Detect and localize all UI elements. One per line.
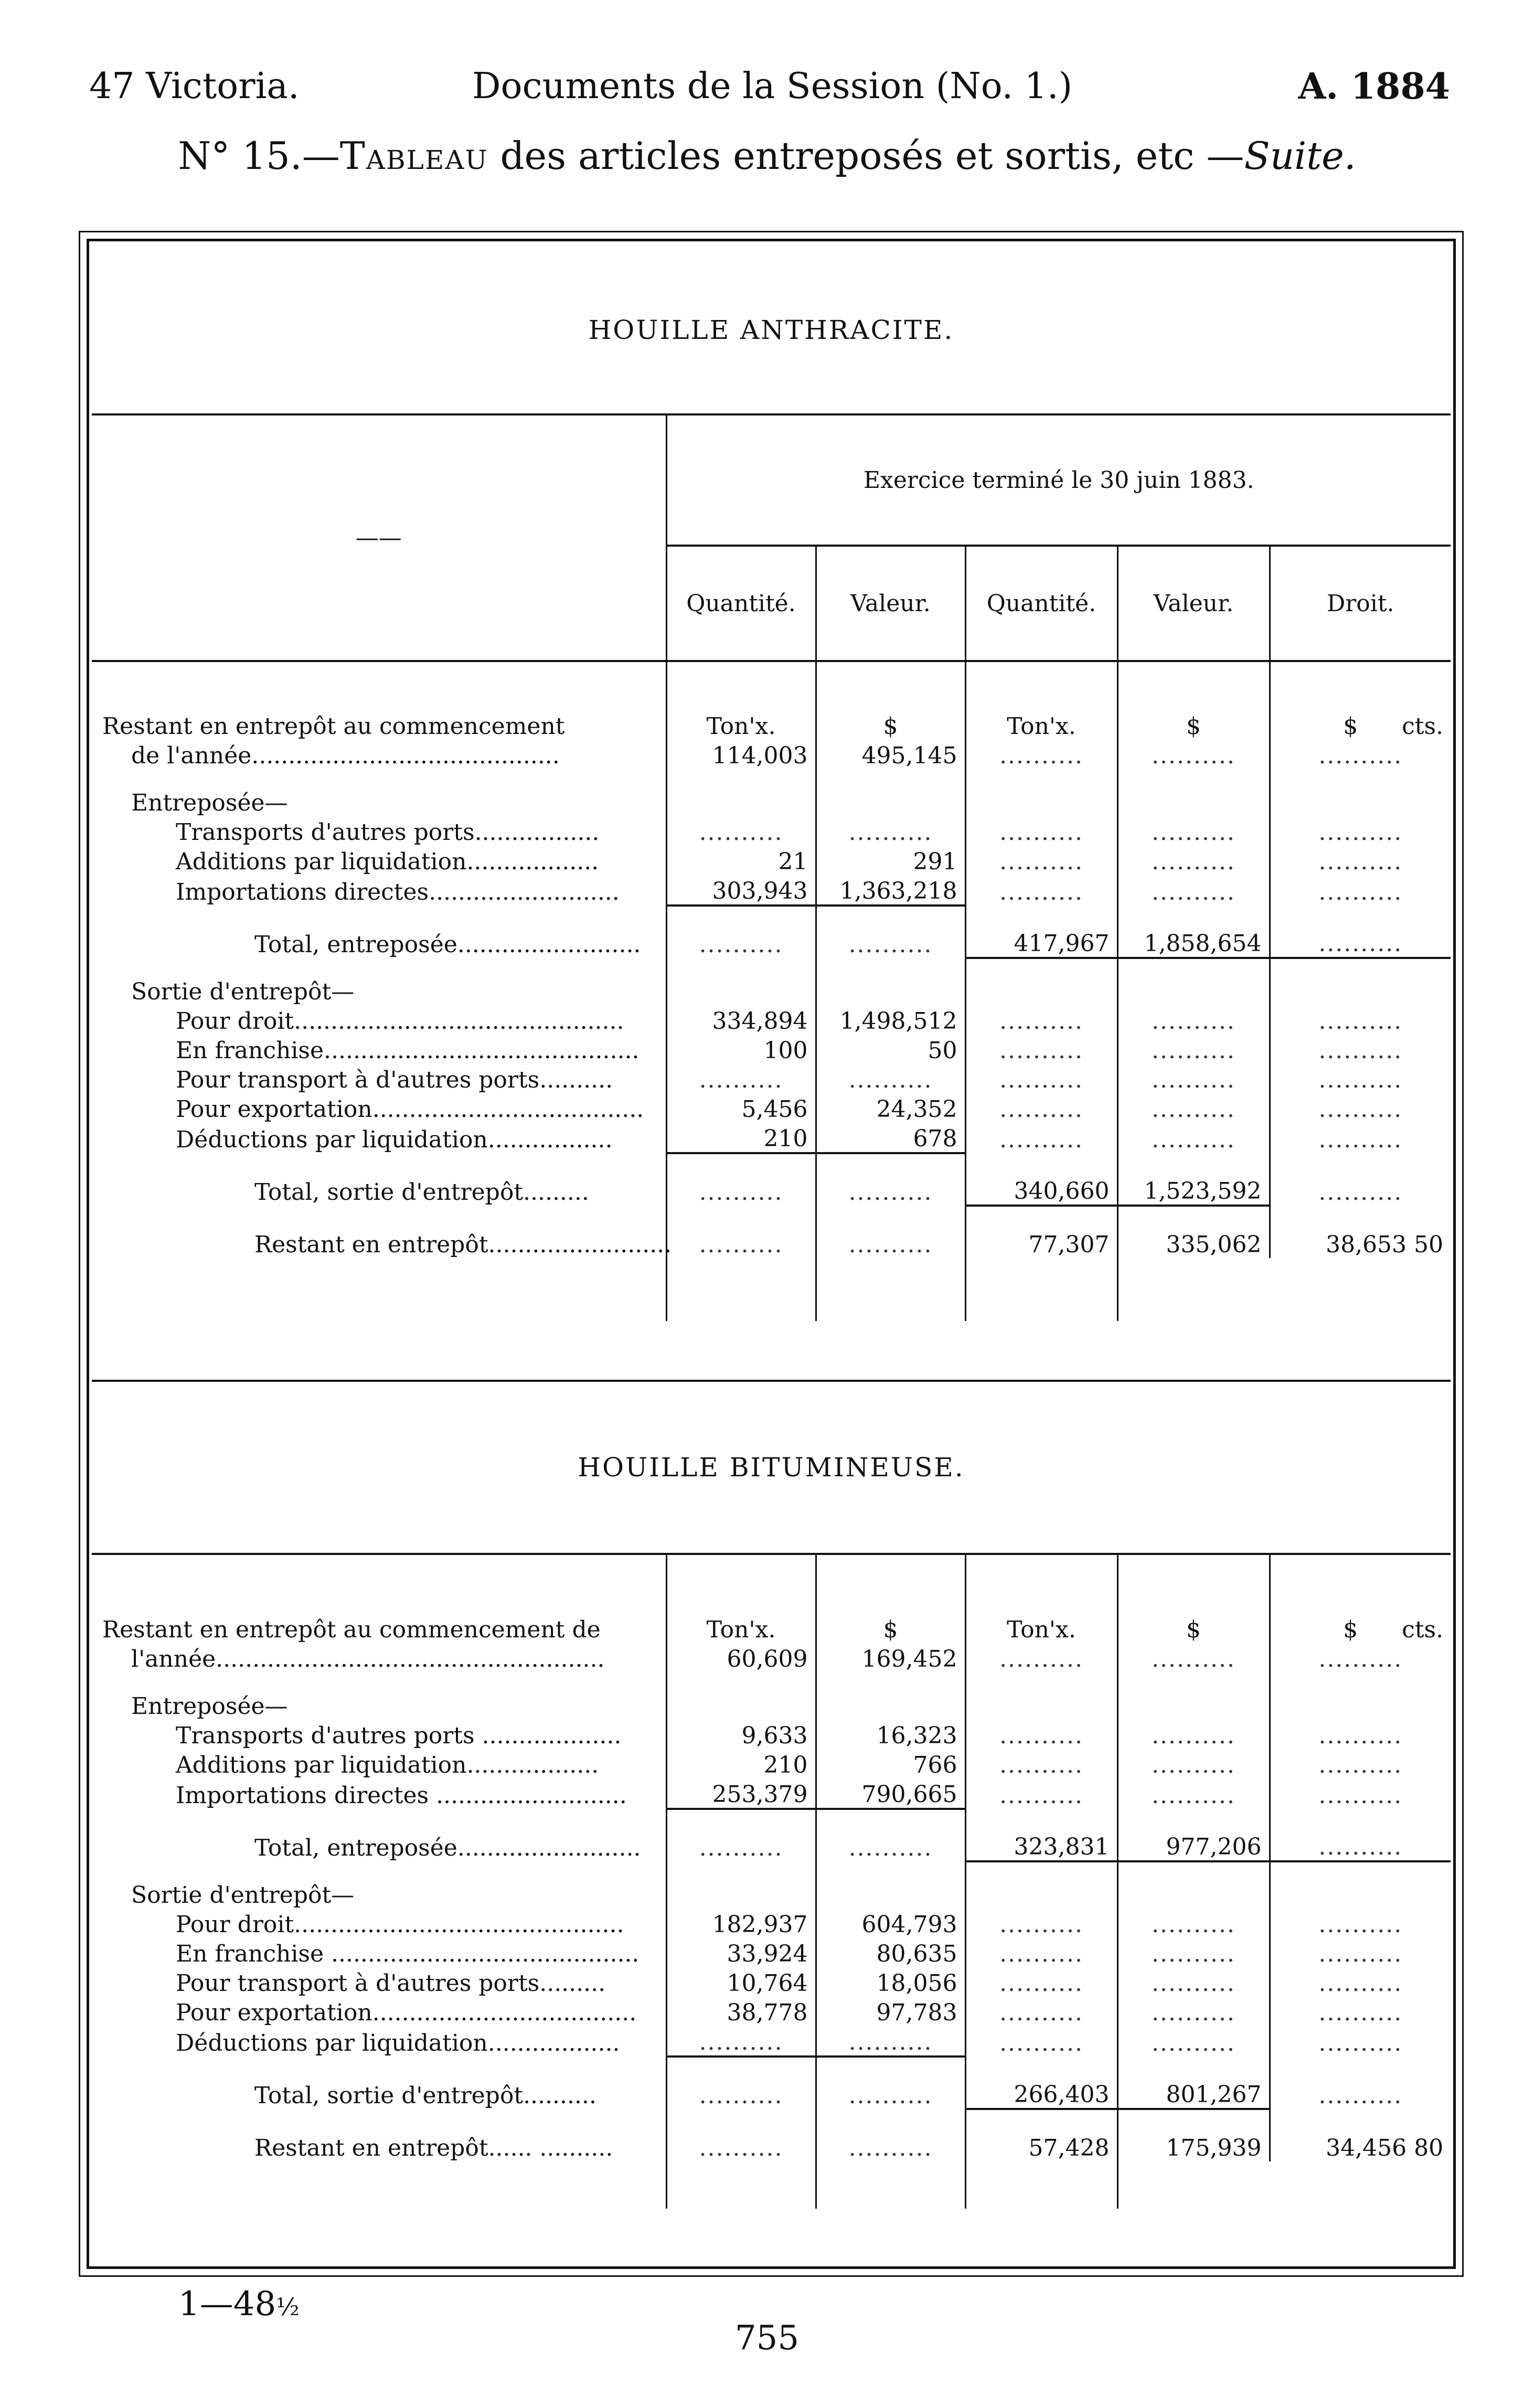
row-label: Restant en entrepôt......................... bbox=[254, 1231, 672, 1258]
unit-tons: Ton'x. bbox=[666, 661, 816, 740]
dot-leader: .......... bbox=[816, 816, 965, 846]
cell-value: 335,062 bbox=[1117, 1206, 1270, 1258]
row-label: Déductions par liquidation................. bbox=[176, 1126, 613, 1153]
col-quantite-2: Quantité. bbox=[965, 546, 1117, 661]
row-label: Pour transport à d'autres ports.......... bbox=[176, 1067, 613, 1093]
unit-tons: Ton'x. bbox=[965, 1554, 1117, 1643]
dot-leader: .......... bbox=[1270, 740, 1451, 769]
dot-leader: .......... bbox=[965, 1778, 1117, 1809]
header-dash: —— bbox=[92, 414, 666, 661]
dot-leader: .......... bbox=[666, 2109, 816, 2161]
row-label: Importations directes.......................... bbox=[176, 879, 620, 905]
dot-leader: .......... bbox=[666, 1809, 816, 1861]
cell-value: 5,456 bbox=[666, 1093, 816, 1123]
cell-value: 340,660 bbox=[965, 1153, 1117, 1206]
title-suite: Suite. bbox=[1244, 134, 1356, 178]
row-label: Total, sortie d'entrepôt.......... bbox=[254, 2082, 596, 2109]
dot-leader: .......... bbox=[1270, 1997, 1451, 2026]
col-valeur-2: Valeur. bbox=[1117, 546, 1270, 661]
dot-leader: .......... bbox=[965, 1123, 1117, 1153]
dot-leader: .......... bbox=[965, 1064, 1117, 1093]
cell-value: 334,894 bbox=[666, 1005, 816, 1035]
dot-leader: .......... bbox=[965, 846, 1117, 875]
dot-leader: .......... bbox=[816, 1153, 965, 1206]
row-label: Total, sortie d'entrepôt......... bbox=[254, 1179, 589, 1206]
anthracite-section-title: HOUILLE ANTHRACITE. bbox=[92, 247, 1451, 414]
dot-leader: .......... bbox=[1270, 905, 1451, 958]
header-left: 47 Victoria. bbox=[89, 66, 300, 107]
dot-leader: .......... bbox=[1117, 846, 1270, 875]
dot-leader: .......... bbox=[1270, 1749, 1451, 1778]
cell-value: 678 bbox=[816, 1123, 965, 1153]
table-row bbox=[92, 1005, 1451, 1035]
table-row bbox=[92, 1153, 1451, 1206]
cell-value: 303,943 bbox=[666, 875, 816, 905]
cell-value: 33,924 bbox=[666, 1938, 816, 1967]
cell-value: 97,783 bbox=[816, 1997, 965, 2026]
table-row bbox=[92, 846, 1451, 875]
col-droit: Droit. bbox=[1270, 546, 1451, 661]
dot-leader: .......... bbox=[816, 2057, 965, 2109]
row-label: Additions par liquidation.................. bbox=[176, 1752, 599, 1778]
title-middle: des articles entreposés et sortis, etc — bbox=[488, 134, 1244, 178]
table-row bbox=[92, 2109, 1451, 2161]
dot-leader: .......... bbox=[666, 2057, 816, 2109]
exercice-header: Exercice terminé le 30 juin 1883. bbox=[666, 414, 1451, 546]
dot-leader: .......... bbox=[1117, 1938, 1270, 1967]
unit-dollar: $ bbox=[816, 661, 965, 740]
dot-leader: .......... bbox=[1270, 1005, 1451, 1035]
row-label: En franchise........................................... bbox=[176, 1037, 640, 1064]
dot-leader: .......... bbox=[816, 1809, 965, 1861]
sortie-label: Sortie d'entrepôt— bbox=[131, 978, 355, 1005]
dot-leader: .......... bbox=[1117, 1720, 1270, 1749]
dot-leader: .......... bbox=[1270, 1967, 1451, 1997]
dot-leader: .......... bbox=[816, 2109, 965, 2161]
table-row bbox=[92, 1064, 1451, 1093]
title-prefix: N° 15.— bbox=[178, 134, 340, 178]
entreposee-label: Entreposée— bbox=[131, 790, 288, 816]
table-row bbox=[92, 1643, 1451, 1672]
table-row bbox=[92, 875, 1451, 905]
table-row bbox=[92, 1749, 1451, 1778]
cell-value: 9,633 bbox=[666, 1720, 816, 1749]
dot-leader: .......... bbox=[666, 1064, 816, 1093]
dot-leader: .......... bbox=[965, 1035, 1117, 1064]
dot-leader: .......... bbox=[1117, 1749, 1270, 1778]
cell-value: 1,498,512 bbox=[816, 1005, 965, 1035]
row-label: Transports d'autres ports................. bbox=[176, 819, 600, 846]
unit-tons: Ton'x. bbox=[666, 1554, 816, 1643]
row-label: Pour droit............................................. bbox=[176, 1911, 624, 1938]
dot-leader: .......... bbox=[1117, 1123, 1270, 1153]
dot-leader: .......... bbox=[965, 816, 1117, 846]
restant-label-1: Restant en entrepôt au commencement de bbox=[102, 1616, 601, 1643]
cell-value: 801,267 bbox=[1117, 2057, 1270, 2109]
cell-value: 266,403 bbox=[965, 2057, 1117, 2109]
cell-value: 182,937 bbox=[666, 1909, 816, 1938]
unit-dollar-cts: $ cts. bbox=[1270, 661, 1451, 740]
row-label: Pour exportation.................................... bbox=[176, 1999, 637, 2026]
dot-leader: .......... bbox=[965, 1005, 1117, 1035]
table-row bbox=[92, 1809, 1451, 1861]
header-right: A. 1884 bbox=[1298, 66, 1450, 108]
dot-leader: .......... bbox=[1117, 1909, 1270, 1938]
title-caps: Tableau bbox=[339, 134, 488, 178]
table-row bbox=[92, 905, 1451, 958]
bitumineuse-table bbox=[92, 1380, 1451, 2209]
restant-label-1: Restant en entrepôt au commencement bbox=[102, 713, 565, 740]
cell-value: 417,967 bbox=[965, 905, 1117, 958]
dot-leader: .......... bbox=[666, 1153, 816, 1206]
dot-leader: .......... bbox=[1117, 816, 1270, 846]
dot-leader: .......... bbox=[1117, 1967, 1270, 1997]
dot-leader: .......... bbox=[1117, 1064, 1270, 1093]
cell-value: 38,653 50 bbox=[1270, 1206, 1451, 1258]
dot-leader: .......... bbox=[1270, 1153, 1451, 1206]
dot-leader: .......... bbox=[1270, 1064, 1451, 1093]
dot-leader: .......... bbox=[1270, 1643, 1451, 1672]
dot-leader: .......... bbox=[816, 1206, 965, 1258]
dot-leader: .......... bbox=[1117, 1778, 1270, 1809]
dot-leader: .......... bbox=[965, 1643, 1117, 1672]
table-row bbox=[92, 1967, 1451, 1997]
unit-dollar-cts: $ cts. bbox=[1270, 1554, 1451, 1643]
cell-value: 114,003 bbox=[666, 740, 816, 769]
cell-value: 977,206 bbox=[1117, 1809, 1270, 1861]
dot-leader: .......... bbox=[965, 1093, 1117, 1123]
footer-signature: 1—48½ bbox=[178, 2285, 300, 2324]
cell-value: 169,452 bbox=[816, 1643, 965, 1672]
row-label: Importations directes .......................... bbox=[176, 1782, 627, 1809]
cell-value: 10,764 bbox=[666, 1967, 816, 1997]
dot-leader: .......... bbox=[1270, 846, 1451, 875]
dot-leader: .......... bbox=[1270, 1720, 1451, 1749]
dot-leader: .......... bbox=[1270, 1809, 1451, 1861]
cell-value: 1,363,218 bbox=[816, 875, 965, 905]
dot-leader: .......... bbox=[965, 1749, 1117, 1778]
dot-leader: .......... bbox=[1117, 1643, 1270, 1672]
col-quantite-1: Quantité. bbox=[666, 546, 816, 661]
cell-value: 790,665 bbox=[816, 1778, 965, 1809]
cell-value: 24,352 bbox=[816, 1093, 965, 1123]
dot-leader: .......... bbox=[1117, 1093, 1270, 1123]
dot-leader: .......... bbox=[965, 1967, 1117, 1997]
dot-leader: .......... bbox=[666, 816, 816, 846]
cell-value: 210 bbox=[666, 1749, 816, 1778]
cell-value: 38,778 bbox=[666, 1997, 816, 2026]
anthracite-table bbox=[92, 247, 1451, 1321]
dot-leader: .......... bbox=[1117, 1997, 1270, 2026]
dot-leader: .......... bbox=[1117, 1035, 1270, 1064]
bitumineuse-section-title: HOUILLE BITUMINEUSE. bbox=[92, 1381, 1451, 1554]
dot-leader: .......... bbox=[666, 1206, 816, 1258]
unit-dollar: $ bbox=[1117, 1554, 1270, 1643]
dot-leader: .......... bbox=[1270, 875, 1451, 905]
dot-leader: .......... bbox=[965, 740, 1117, 769]
row-label: Restant en entrepôt...... .......... bbox=[254, 2135, 613, 2161]
dot-leader: .......... bbox=[1270, 1123, 1451, 1153]
table-row bbox=[92, 1997, 1451, 2026]
row-label: Pour transport à d'autres ports......... bbox=[176, 1970, 606, 1997]
cell-value: 80,635 bbox=[816, 1938, 965, 1967]
cell-value: 100 bbox=[666, 1035, 816, 1064]
entreposee-label: Entreposée— bbox=[131, 1693, 288, 1720]
table-row bbox=[92, 740, 1451, 769]
row-label: Additions par liquidation.................. bbox=[176, 848, 599, 875]
dot-leader: .......... bbox=[965, 1997, 1117, 2026]
dot-leader: .......... bbox=[965, 2026, 1117, 2057]
table-row bbox=[92, 1035, 1451, 1064]
table-row bbox=[92, 816, 1451, 846]
dot-leader: .......... bbox=[1270, 816, 1451, 846]
table-row bbox=[92, 2057, 1451, 2109]
cell-value: 21 bbox=[666, 846, 816, 875]
row-label: Déductions par liquidation.................. bbox=[176, 2030, 620, 2057]
page-title bbox=[0, 134, 1534, 178]
dot-leader: .......... bbox=[1117, 1005, 1270, 1035]
header-center: Documents de la Session (No. 1.) bbox=[472, 66, 1073, 107]
table-row bbox=[92, 1778, 1451, 1809]
cell-value: 50 bbox=[816, 1035, 965, 1064]
cell-value: 1,523,592 bbox=[1117, 1153, 1270, 1206]
dot-leader: .......... bbox=[965, 875, 1117, 905]
dot-leader: .......... bbox=[1270, 2026, 1451, 2057]
cell-value: 175,939 bbox=[1117, 2109, 1270, 2161]
dot-leader: .......... bbox=[816, 905, 965, 958]
dot-leader: .......... bbox=[666, 905, 816, 958]
dot-leader: .......... bbox=[965, 1909, 1117, 1938]
dot-leader: .......... bbox=[1270, 1938, 1451, 1967]
dot-leader: .......... bbox=[1117, 740, 1270, 769]
cell-value: 495,145 bbox=[816, 740, 965, 769]
cell-value: 16,323 bbox=[816, 1720, 965, 1749]
dot-leader: .......... bbox=[1270, 2057, 1451, 2109]
dot-leader: .......... bbox=[816, 1064, 965, 1093]
cell-value: 323,831 bbox=[965, 1809, 1117, 1861]
unit-dollar: $ bbox=[1117, 661, 1270, 740]
row-label: Pour droit............................................. bbox=[176, 1008, 624, 1035]
table-row bbox=[92, 1909, 1451, 1938]
dot-leader: .......... bbox=[965, 1938, 1117, 1967]
restant-label-2: l'année..................................................... bbox=[131, 1646, 605, 1672]
cell-value: 18,056 bbox=[816, 1967, 965, 1997]
row-label: En franchise .......................................... bbox=[176, 1941, 640, 1967]
table-row bbox=[92, 1123, 1451, 1153]
dot-leader: .......... bbox=[1270, 1093, 1451, 1123]
dot-leader: .......... bbox=[1117, 875, 1270, 905]
cell-value: 57,428 bbox=[965, 2109, 1117, 2161]
dot-leader: .......... bbox=[666, 2026, 816, 2057]
cell-value: 60,609 bbox=[666, 1643, 816, 1672]
cell-value: 766 bbox=[816, 1749, 965, 1778]
dot-leader: .......... bbox=[816, 2026, 965, 2057]
cell-value: 77,307 bbox=[965, 1206, 1117, 1258]
unit-dollar: $ bbox=[816, 1554, 965, 1643]
dot-leader: .......... bbox=[1270, 1035, 1451, 1064]
restant-label-2: de l'année.......................................... bbox=[131, 742, 560, 769]
col-valeur-1: Valeur. bbox=[816, 546, 965, 661]
row-label: Total, entreposée......................... bbox=[254, 931, 641, 958]
dot-leader: .......... bbox=[1117, 2026, 1270, 2057]
cell-value: 1,858,654 bbox=[1117, 905, 1270, 958]
cell-value: 291 bbox=[816, 846, 965, 875]
row-label: Total, entreposée......................... bbox=[254, 1835, 641, 1861]
cell-value: 34,456 80 bbox=[1270, 2109, 1451, 2161]
dot-leader: .......... bbox=[1270, 1778, 1451, 1809]
dot-leader: .......... bbox=[965, 1720, 1117, 1749]
table-row bbox=[92, 1206, 1451, 1258]
table-row bbox=[92, 1720, 1451, 1749]
row-label: Transports d'autres ports ................... bbox=[176, 1722, 622, 1749]
row-label: Pour exportation..................................... bbox=[176, 1096, 644, 1123]
unit-tons: Ton'x. bbox=[965, 661, 1117, 740]
sortie-label: Sortie d'entrepôt— bbox=[131, 1882, 355, 1909]
dot-leader: .......... bbox=[1270, 1909, 1451, 1938]
table-row bbox=[92, 2026, 1451, 2057]
page-number: 755 bbox=[734, 2319, 800, 2358]
cell-value: 604,793 bbox=[816, 1909, 965, 1938]
table-row bbox=[92, 1093, 1451, 1123]
table-row bbox=[92, 1938, 1451, 1967]
cell-value: 253,379 bbox=[666, 1778, 816, 1809]
cell-value: 210 bbox=[666, 1123, 816, 1153]
